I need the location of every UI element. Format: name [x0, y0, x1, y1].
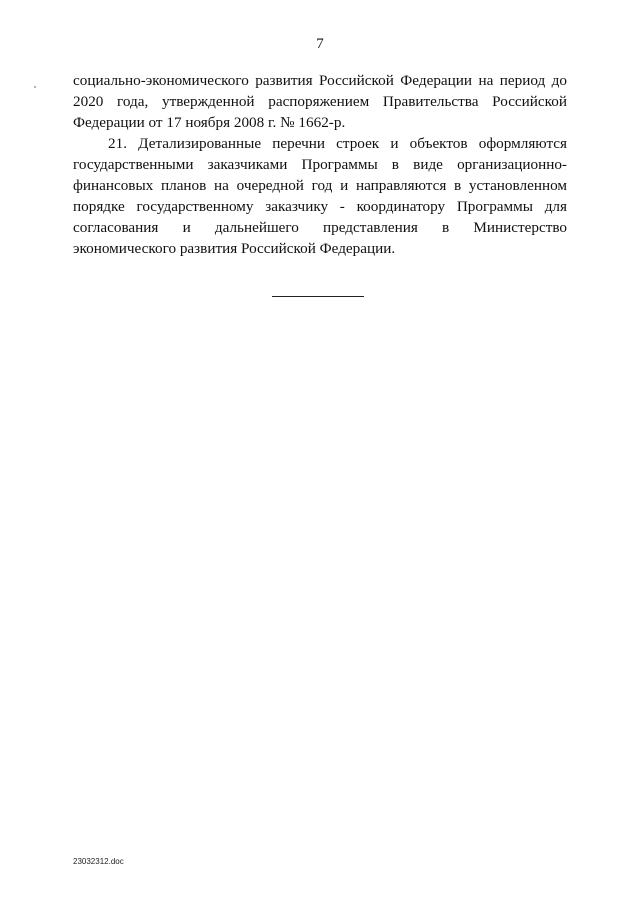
paragraph-continuation: социально-экономического развития Российской Федерации на период до 2020 года, утвержденной распоряжением Правительства Российской Федерации от 17 ноября 2008 г. № 1662-р.: [73, 72, 567, 131]
paragraph-21: 21. Детализированные перечни строек и объектов оформляются государственными заказчиками Программы в виде организационно-финансовых планов на очередной год и направляются в установленном порядке государственному заказчику - координатору Программы для согласования и дальнейшего представления в Министерство экономического развития Российской Федерации.: [73, 135, 567, 257]
footer-file-code: 23032312.doc: [73, 857, 124, 866]
page-number: 7: [316, 36, 324, 52]
document-body: [73, 70, 567, 259]
end-separator-line: [272, 296, 364, 297]
scan-dot-mark: [34, 86, 36, 88]
